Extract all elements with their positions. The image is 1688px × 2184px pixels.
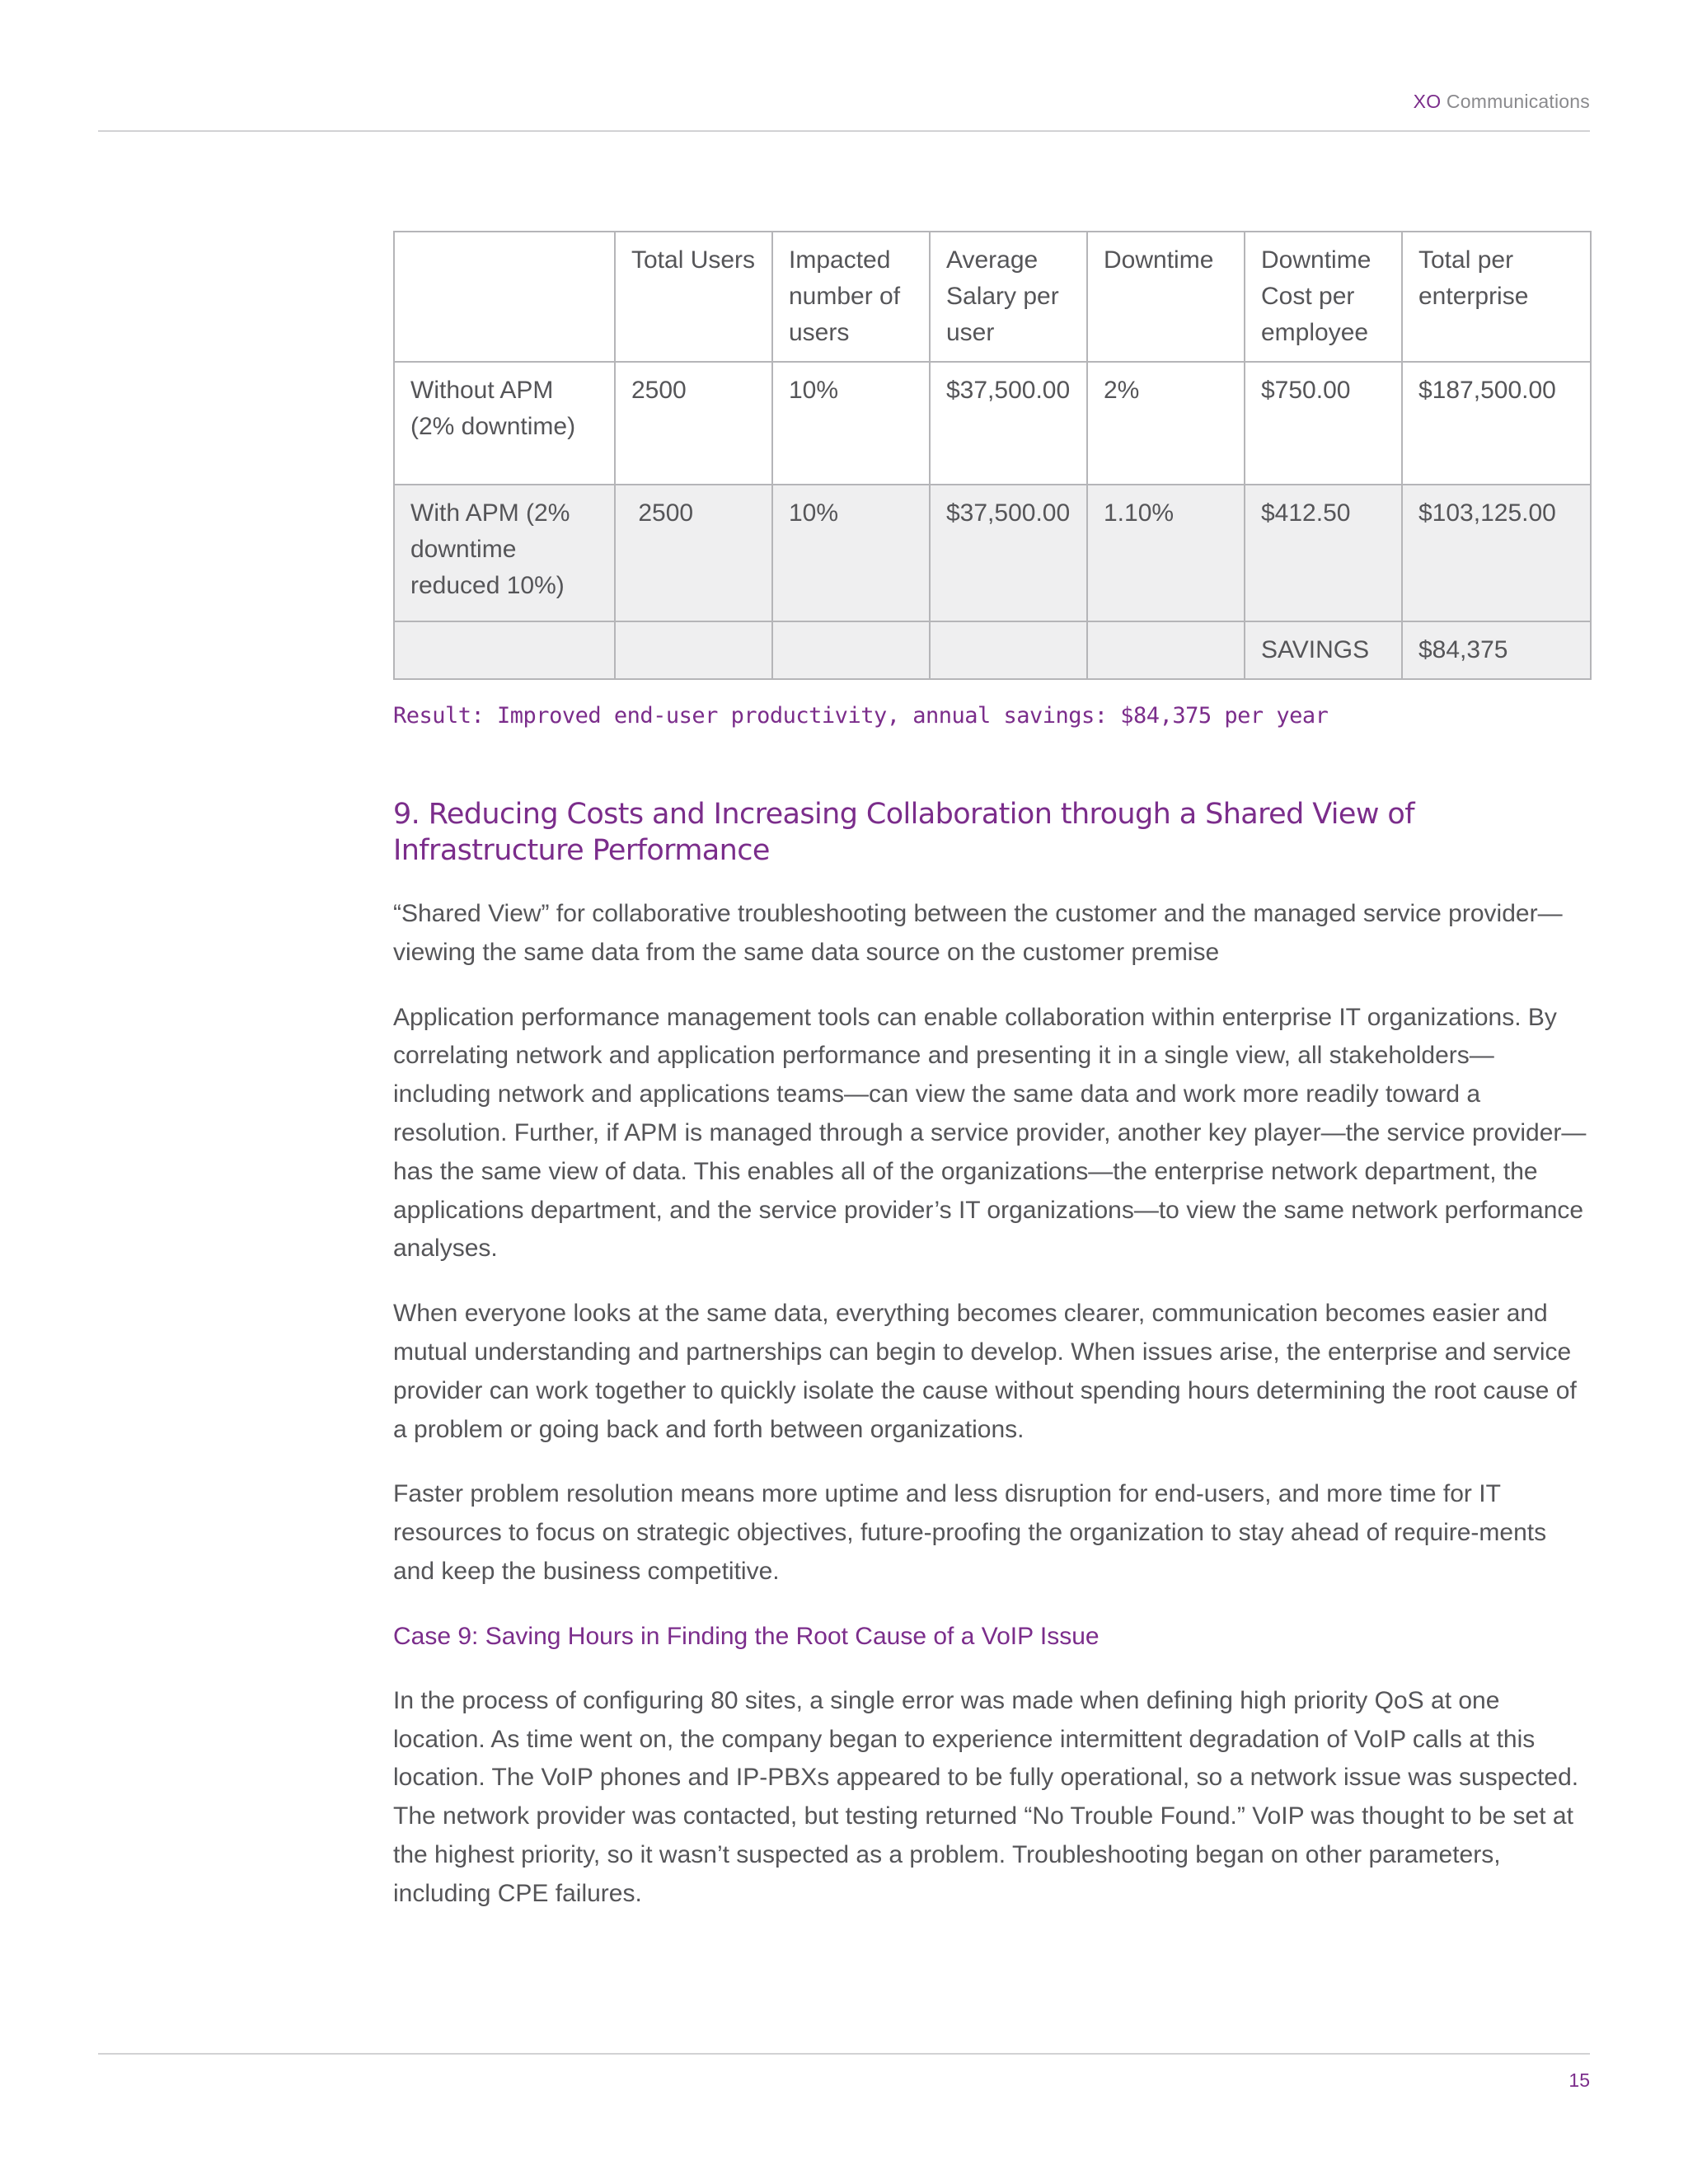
case-heading: Case 9: Saving Hours in Finding the Root Cause of a VoIP Issue [393, 1622, 1100, 1650]
table-header-cell [394, 232, 615, 362]
table-cell: $103,125.00 [1402, 485, 1591, 621]
table-cell: Without APM (2% downtime) [394, 362, 615, 485]
header-brand: XO [1413, 91, 1442, 112]
table-cell: $187,500.00 [1402, 362, 1591, 485]
table-header-cell: Total per enterprise [1402, 232, 1591, 362]
table-header-cell: Downtime Cost per employee [1245, 232, 1402, 362]
table-cell: $412.50 [1245, 485, 1402, 621]
table-header-cell: Downtime [1087, 232, 1245, 362]
case-paragraph: In the process of configuring 80 sites, a single error was made when defining high priority QoS at one location. As time went on, the company began to experience intermittent degradation of VoIP calls at this location. The VoIP phones and IP-PBXs appeared to be fully operational, so a network issue was suspected. The network provider was contacted, but testing returned “No Trouble Found.” VoIP was thought to be set at the highest priority, so it wasn’t suspected as a problem. Troubleshooting began on other parameters, including CPE failures. [393, 1686, 1579, 1907]
table-cell: 1.10% [1087, 485, 1245, 621]
footer-rule [98, 2053, 1590, 2055]
table-row [394, 485, 1591, 621]
table-row-savings [394, 621, 1591, 679]
table-cell: With APM (2% downtime reduced 10%) [394, 485, 615, 621]
table-cell [1087, 621, 1245, 679]
result-caption: Result: Improved end-user productivity, annual savings: $84,375 per year [393, 703, 1329, 729]
section-heading: 9. Reducing Costs and Increasing Collaboration through a Shared View of Infrastructure Performance [393, 798, 1414, 867]
table-header-cell: Total Users [615, 232, 772, 362]
body-paragraph: “Shared View” for collaborative troubleshooting between the customer and the managed service provider—viewing the same data from the same data source on the customer premise [393, 900, 1563, 966]
table-cell: $84,375 [1402, 621, 1591, 679]
table-header-cell: Impacted number of users [772, 232, 930, 362]
table-cell: $750.00 [1245, 362, 1402, 485]
header-rule [98, 130, 1590, 132]
table-cell: 10% [772, 362, 930, 485]
table-cell [394, 621, 615, 679]
running-header [1414, 91, 1590, 113]
table-cell: 2500 [615, 362, 772, 485]
table-cell: SAVINGS [1245, 621, 1402, 679]
table-header-row [394, 232, 1591, 362]
table-cell: 10% [772, 485, 930, 621]
page-number: 15 [1568, 2069, 1590, 2091]
table-header-cell: Average Salary per user [930, 232, 1087, 362]
page-content [393, 231, 1590, 1914]
table-cell [772, 621, 930, 679]
table-cell [930, 621, 1087, 679]
body-paragraph: Application performance management tools can enable collaboration within enterprise IT organizations. By correlating network and application performance and presenting it in a single view, all stakeholders—including network and applications teams—can view the same data and work more readily toward a resolution. Further, if APM is managed through a service provider, another key player—the service provider—has the same view of data. This enables all of the organizations—the enterprise network department, the applications department, and the service provider’s IT organizations—to view the same network performance analyses. [393, 1003, 1587, 1263]
table-cell: 2500 [615, 485, 772, 621]
savings-table [393, 231, 1592, 680]
table-cell: $37,500.00 [930, 485, 1087, 621]
table-cell: $37,500.00 [930, 362, 1087, 485]
body-paragraph: Faster problem resolution means more uptime and less disruption for end-users, and more time for IT resources to focus on strategic objectives, future-proofing the organization to stay ahead of require-ments and keep the business competitive. [393, 1480, 1547, 1585]
table-cell: 2% [1087, 362, 1245, 485]
body-paragraph: When everyone looks at the same data, everything becomes clearer, communication becomes easier and mutual understanding and partnerships can begin to develop. When issues arise, the enterprise and service provider can work together to quickly isolate the cause without spending hours determining the root cause of a problem or going back and forth between organizations. [393, 1300, 1577, 1443]
header-company: Communications [1446, 91, 1590, 112]
table-row [394, 362, 1591, 485]
table-cell [615, 621, 772, 679]
